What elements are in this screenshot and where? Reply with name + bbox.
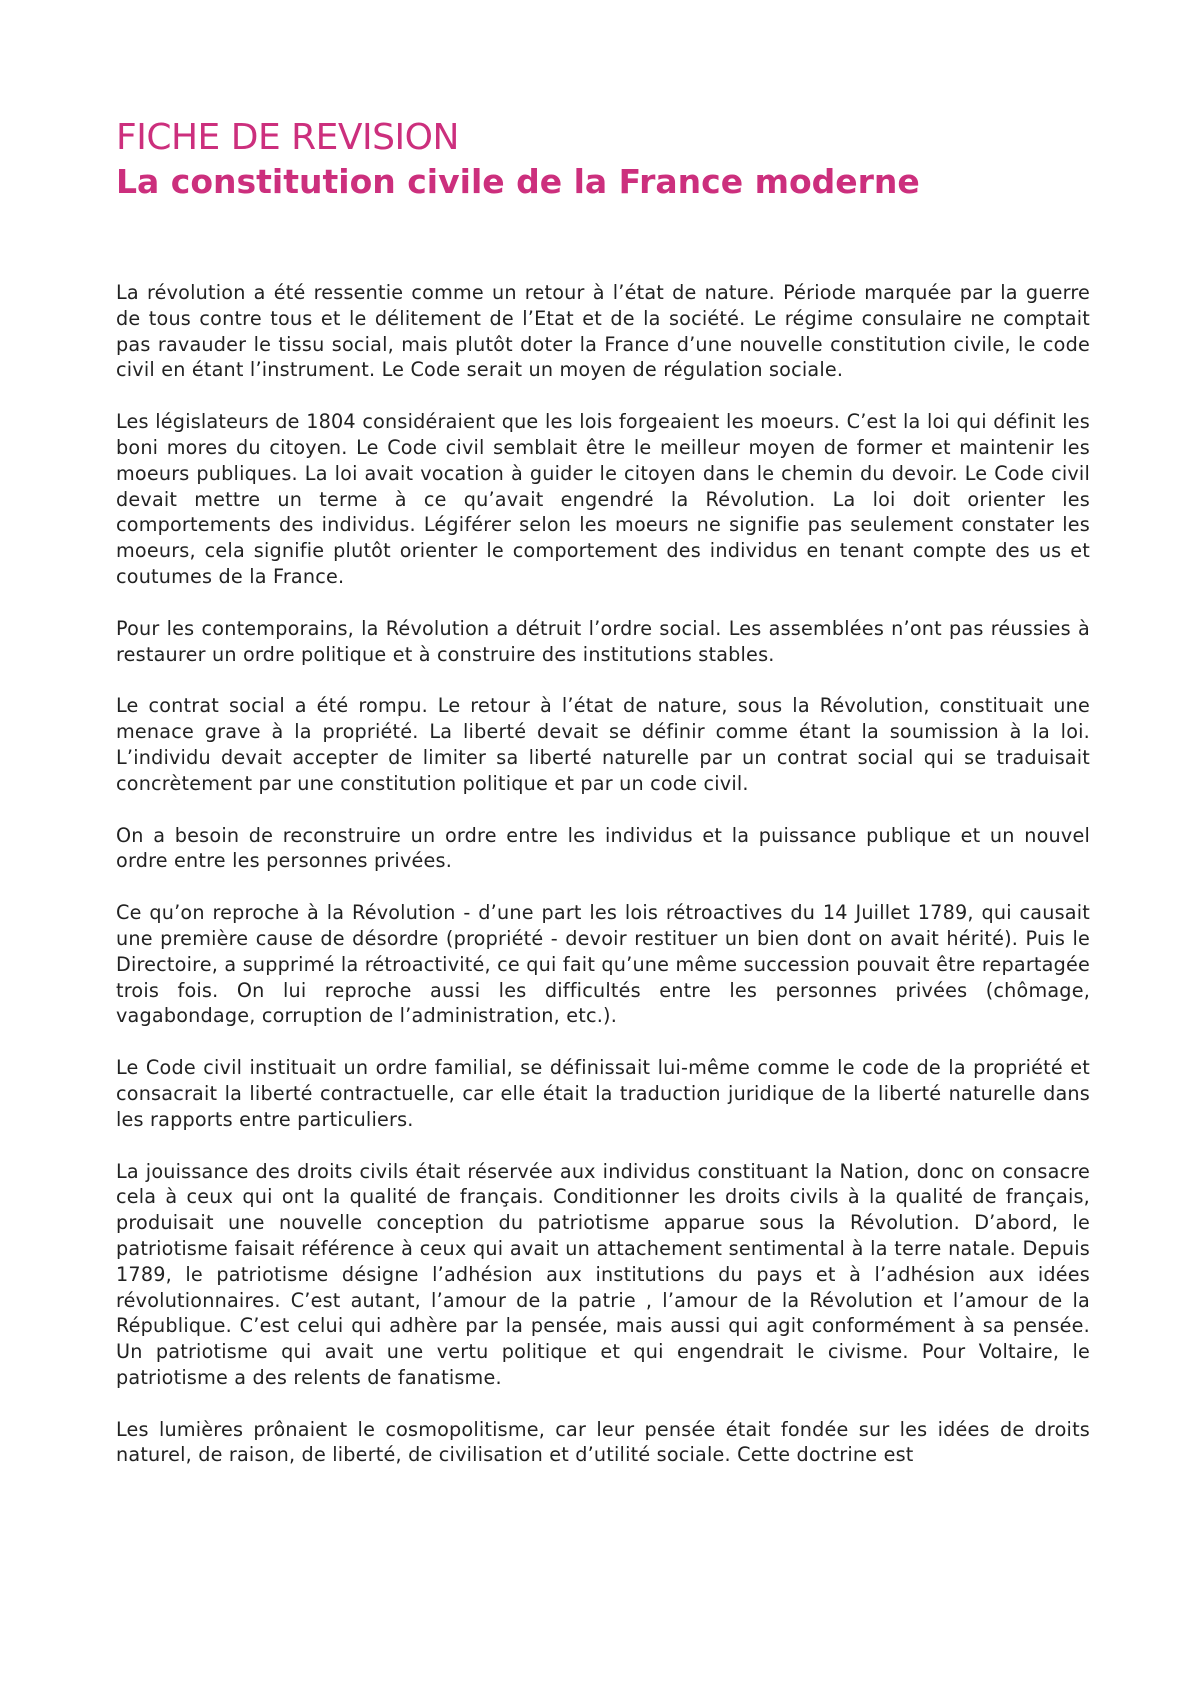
document-page (116, 0, 1090, 1698)
paragraph-5: On a besoin de reconstruire un ordre entre les individus et la puissance publique et un nouvel ordre entre les personnes privées. (116, 823, 1090, 873)
paragraph-1: La révolution a été ressentie comme un retour à l’état de nature. Période marquée par la guerre de tous contre tous et le délitement de l’Etat et de la société. Le régime consulaire ne comptait pas ravauder le tissu social, mais plutôt doter la France d’une nouvelle constitution civile, le code civil en étant l’instrument. Le Code serait un moyen de régulation sociale. (116, 281, 1090, 382)
paragraph-7: Le Code civil instituait un ordre familial, se définissait lui-même comme le code de la propriété et consacrait la liberté contractuelle, car elle était la traduction juridique de la liberté naturelle dans les rapports entre particuliers. (116, 1056, 1090, 1131)
document-header (116, 116, 1090, 204)
page-title: FICHE DE REVISION (116, 117, 459, 158)
paragraph-8: La jouissance des droits civils était réservée aux individus constituant la Nation, donc on consacre cela à ceux qui ont la qualité de français. Conditionner les droits civils à la qualité de français, produisait une nouvelle conception du patriotisme apparue sous la Révolution. D’abord, le patriotisme faisait référence à ceux qui avait un attachement sentimental à la terre natale. Depuis 1789, le patriotisme désigne l’adhésion aux institutions du pays et à l’adhésion aux idées révolutionnaires. C’est autant, l’amour de la patrie , l’amour de la Révolution et l’amour de la République. C’est celui qui adhère par la pensée, mais aussi qui agit conformément à sa pensée. Un patriotisme qui avait une vertu politique et qui engendrait le civisme. Pour Voltaire, le patriotisme a des relents de fanatisme. (116, 1159, 1090, 1389)
paragraph-4: Le contrat social a été rompu. Le retour à l’état de nature, sous la Révolution, constituait une menace grave à la propriété. La liberté devait se définir comme étant la soumission à la loi. L’individu devait accepter de limiter sa liberté naturelle par un contrat social qui se traduisait concrètement par une constitution politique et par un code civil. (116, 694, 1090, 795)
page-subtitle: La constitution civile de la France moderne (116, 162, 920, 201)
paragraph-2: Les législateurs de 1804 considéraient que les lois forgeaient les moeurs. C’est la loi qui définit les boni mores du citoyen. Le Code civil semblait être le meilleur moyen de former et maintenir les moeurs publiques. La loi avait vocation à guider le citoyen dans le chemin du devoir. Le Code civil devait mettre un terme à ce qu’avait engendré la Révolution. La loi doit orienter les comportements des individus. Légiférer selon les moeurs ne signifie pas seulement constater les moeurs, cela signifie plutôt orienter le comportement des individus en tenant compte des us et coutumes de la France. (116, 410, 1090, 588)
document-body (116, 280, 1090, 1494)
paragraph-3: Pour les contemporains, la Révolution a détruit l’ordre social. Les assemblées n’ont pas réussies à restaurer un ordre politique et à construire des institutions stables. (116, 616, 1090, 666)
paragraph-9: Les lumières prônaient le cosmopolitisme, car leur pensée était fondée sur les idées de droits naturel, de raison, de liberté, de civilisation et d’utilité sociale. Cette doctrine est (116, 1417, 1090, 1467)
paragraph-6: Ce qu’on reproche à la Révolution - d’une part les lois rétroactives du 14 Juillet 1789, qui causait une première cause de désordre (propriété - devoir restituer un bien dont on avait hérité). Puis le Directoire, a supprimé la rétroactivité, ce qui fait qu’une même succession pouvait être repartagée trois fois. On lui reproche aussi les difficultés entre les personnes privées (chômage, vagabondage, corruption de l’administration, etc.). (116, 901, 1090, 1028)
